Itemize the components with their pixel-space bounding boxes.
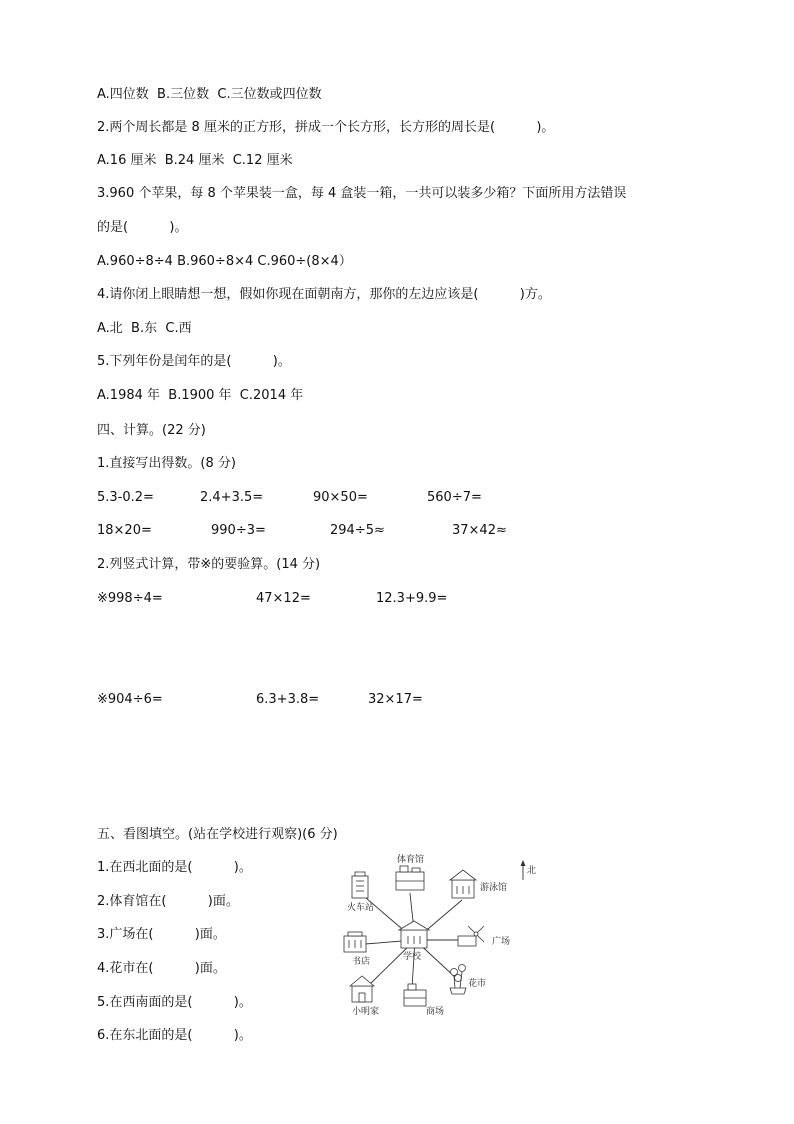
swimming-pool-label: 游泳馆 [480,883,508,893]
calc-item: 90×50= [313,490,368,505]
train-station-label: 火车站 [347,903,375,913]
q5-text: 5.下列年份是闰年的是( )。 [97,354,291,369]
swimming-pool-icon [450,870,476,898]
q3-text-line1: 3.960 个苹果，每 8 个苹果装一盒，每 4 盒装一箱，一共可以装多少箱？下面所用方法错误 [97,186,627,201]
calc-item: 560÷7= [427,490,482,505]
calc-item: 5.3-0.2= [97,490,154,505]
section5-q2: 2.体育馆在( )面。 [97,894,239,909]
q4-options: A.北 B.东 C.西 [97,321,192,336]
section5-q5: 5.在西南面的是( )。 [97,995,252,1010]
section5-q4: 4.花市在( )面。 [97,961,226,976]
bookstore-icon [344,932,366,952]
section4-sub2: 2.列竖式计算，带※的要验算。(14 分) [97,557,321,572]
section5-q1: 1.在西北面的是( )。 [97,860,252,875]
q2-options: A.16 厘米 B.24 厘米 C.12 厘米 [97,153,293,168]
calc-item: 990÷3= [211,523,266,538]
square-label: 广场 [492,937,511,947]
vertical-calc-item: 6.3+3.8= [256,692,320,707]
gym-icon [396,866,424,890]
q3-text-line2: 的是( )。 [97,220,188,235]
vertical-calc-item: ※998÷4= [97,591,163,606]
xiaoming-home-label: 小明家 [352,1007,380,1017]
section4-sub1: 1.直接写出得数。(8 分) [97,456,236,471]
north-arrow-icon [521,860,526,880]
direction-map [330,848,550,1028]
vertical-calc-item: 12.3+9.9= [376,591,448,606]
q5-options: A.1984 年 B.1900 年 C.2014 年 [97,388,304,403]
flower-market-label: 花市 [468,979,487,989]
q2-text: 2.两个周长都是 8 厘米的正方形，拼成一个长方形，长方形的周长是( )。 [97,120,555,135]
mall-icon [404,984,426,1006]
gym-label: 体育馆 [397,855,425,865]
q3-options: A.960÷8÷4 B.960÷8×4 C.960÷(8×4） [97,254,352,269]
home-icon [350,976,374,1002]
bookstore-label: 书店 [352,957,371,967]
section5-heading: 五、看图填空。(站在学校进行观察)(6 分) [97,827,338,842]
calc-item: 18×20= [97,523,152,538]
flower-market-icon [450,965,466,995]
school-label: 学校 [403,952,422,962]
mall-label: 商场 [426,1007,445,1017]
vertical-calc-item: ※904÷6= [97,692,163,707]
calc-item: 2.4+3.5= [200,490,264,505]
square-windmill-icon [458,926,484,946]
train-station-icon [352,872,368,898]
q4-text: 4.请你闭上眼睛想一想，假如你现在面朝南方，那你的左边应该是( )方。 [97,287,551,302]
section5-q6: 6.在东北面的是( )。 [97,1028,252,1043]
vertical-calc-item: 47×12= [256,591,311,606]
calc-item: 37×42≈ [452,523,507,538]
school-icon [399,921,429,948]
section4-heading: 四、计算。(22 分) [97,423,206,438]
vertical-calc-item: 32×17= [368,692,423,707]
calc-item: 294÷5≈ [330,523,385,538]
north-label: 北 [527,866,537,876]
section5-q3: 3.广场在( )面。 [97,927,226,942]
q1-options: A.四位数 B.三位数 C.三位数或四位数 [97,87,322,102]
